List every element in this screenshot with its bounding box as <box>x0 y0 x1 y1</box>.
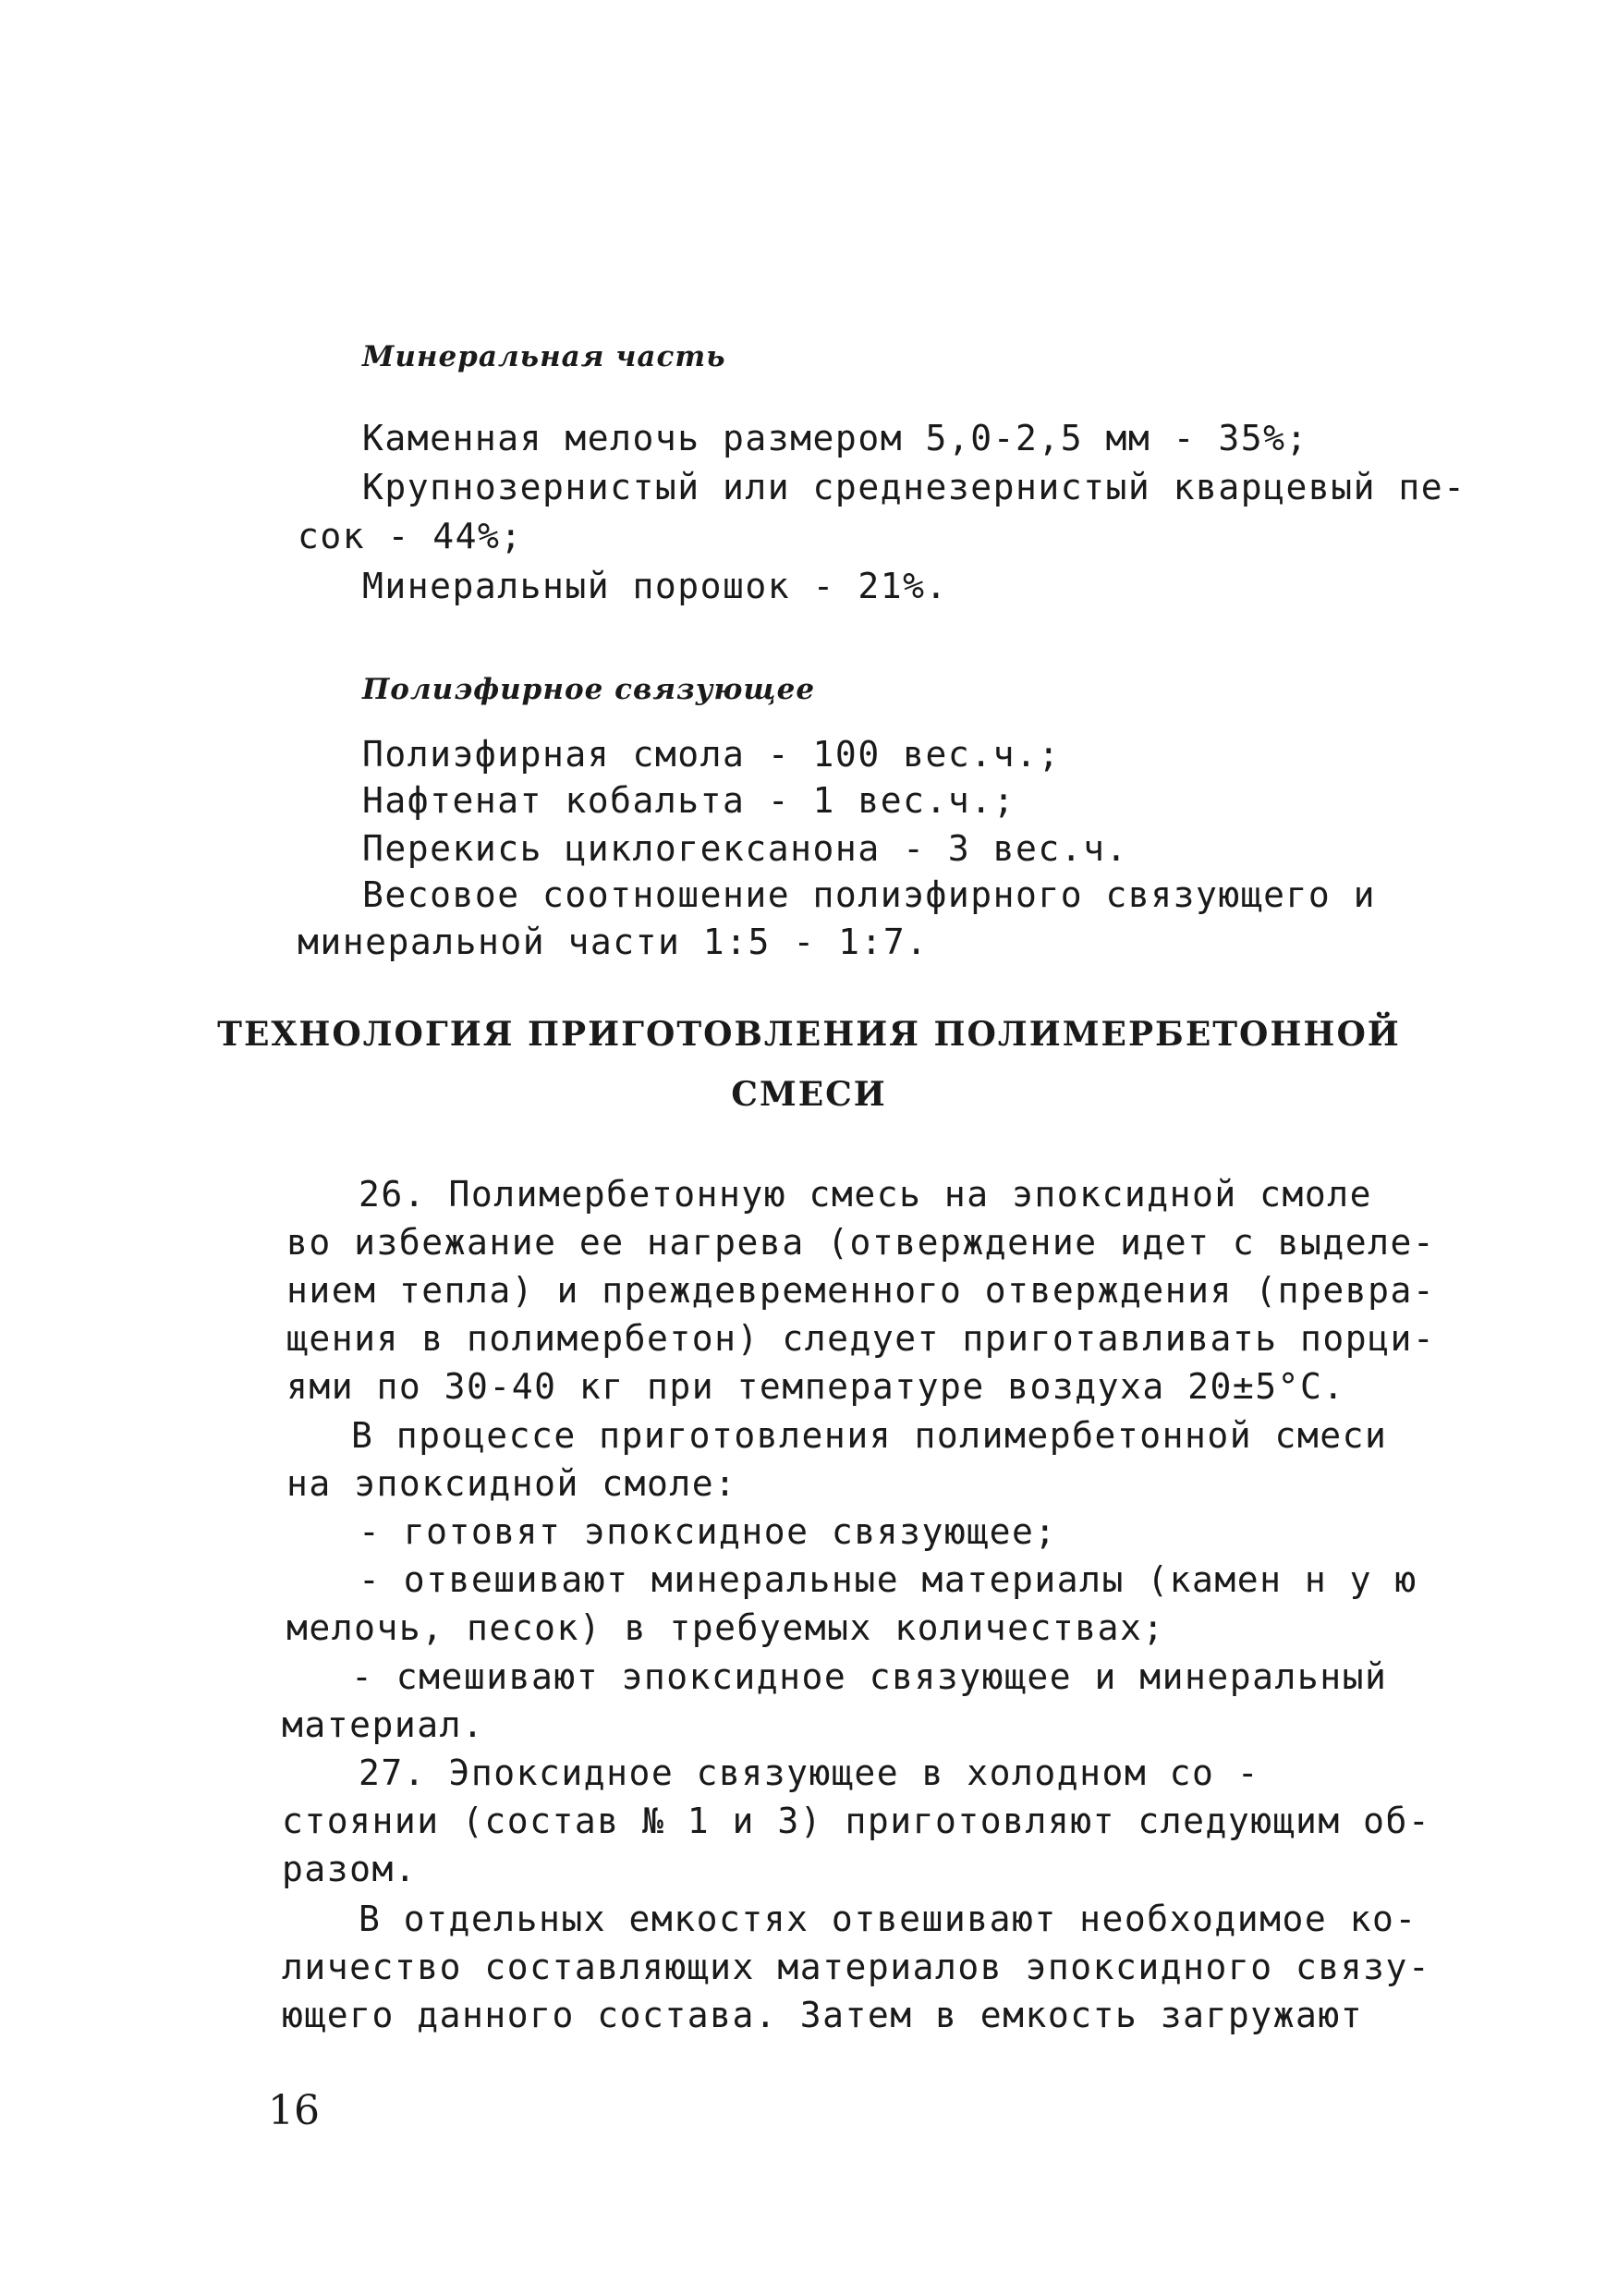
mineral-line: Крупнозернистый или среднезернистый кварцевый пе- <box>362 467 1466 507</box>
body-line: во избежание ее нагрева (отверждение идет с выделе- <box>286 1222 1436 1263</box>
body-line: щения в полимербетон) следует приготавливать порци- <box>286 1318 1436 1359</box>
body-line: мелочь, песок) в требуемых количествах; <box>286 1607 1165 1648</box>
binder-heading: Полиэфирное связующее <box>362 673 816 706</box>
body-line: стоянии (состав № 1 и 3) приготовляют следующим об- <box>282 1801 1431 1841</box>
body-line: ющего данного состава. Затем в емкость загружают <box>282 1995 1364 2035</box>
mineral-line: сок - 44%; <box>298 516 523 556</box>
body-line: нием тепла) и преждевременного отверждения (превра- <box>286 1270 1436 1311</box>
binder-line: Весовое соотношение полиэфирного связующего и <box>362 874 1377 915</box>
body-line: В отдельных емкостях отвешивают необходимое ко- <box>359 1899 1417 1939</box>
body-line: 27. Эпоксидное связующее в холодном со - <box>359 1753 1260 1793</box>
body-line: - готовят эпоксидное связующее; <box>359 1511 1057 1552</box>
body-line: ями по 30-40 кг при температуре воздуха 20±5°С. <box>286 1366 1345 1407</box>
body-line: 26. Полимербетонную смесь на эпоксидной смоле <box>359 1174 1373 1215</box>
mineral-line: Каменная мелочь размером 5,0-2,5 мм - 35%; <box>362 418 1308 458</box>
binder-line: Полиэфирная смола - 100 вес.ч.; <box>362 734 1061 775</box>
body-line: - отвешивают минеральные материалы (камен н у ю <box>359 1559 1417 1600</box>
body-line: - смешивают эпоксидное связующее и минеральный <box>351 1656 1388 1697</box>
body-line: материал. <box>282 1704 485 1745</box>
page-number: 16 <box>268 2087 320 2134</box>
body-line: личество составляющих материалов эпоксидного связу- <box>282 1947 1431 1987</box>
binder-line: Нафтенат кобальта - 1 вес.ч.; <box>362 780 1016 821</box>
binder-line: минеральной части 1:5 - 1:7. <box>298 922 929 962</box>
mineral-line: Минеральный порошок - 21%. <box>362 566 948 606</box>
section-title: ТЕХНОЛОГИЯ ПРИГОТОВЛЕНИЯ ПОЛИМЕРБЕТОННОЙ <box>217 1015 1401 1054</box>
mineral-heading: Минеральная часть <box>362 340 726 373</box>
body-line: В процессе приготовления полимербетонной смеси <box>351 1415 1388 1456</box>
binder-line: Перекись циклогексанона - 3 вес.ч. <box>362 828 1128 869</box>
section-title: СМЕСИ <box>731 1075 887 1114</box>
body-line: разом. <box>282 1849 418 1889</box>
body-line: на эпоксидной смоле: <box>286 1463 737 1504</box>
